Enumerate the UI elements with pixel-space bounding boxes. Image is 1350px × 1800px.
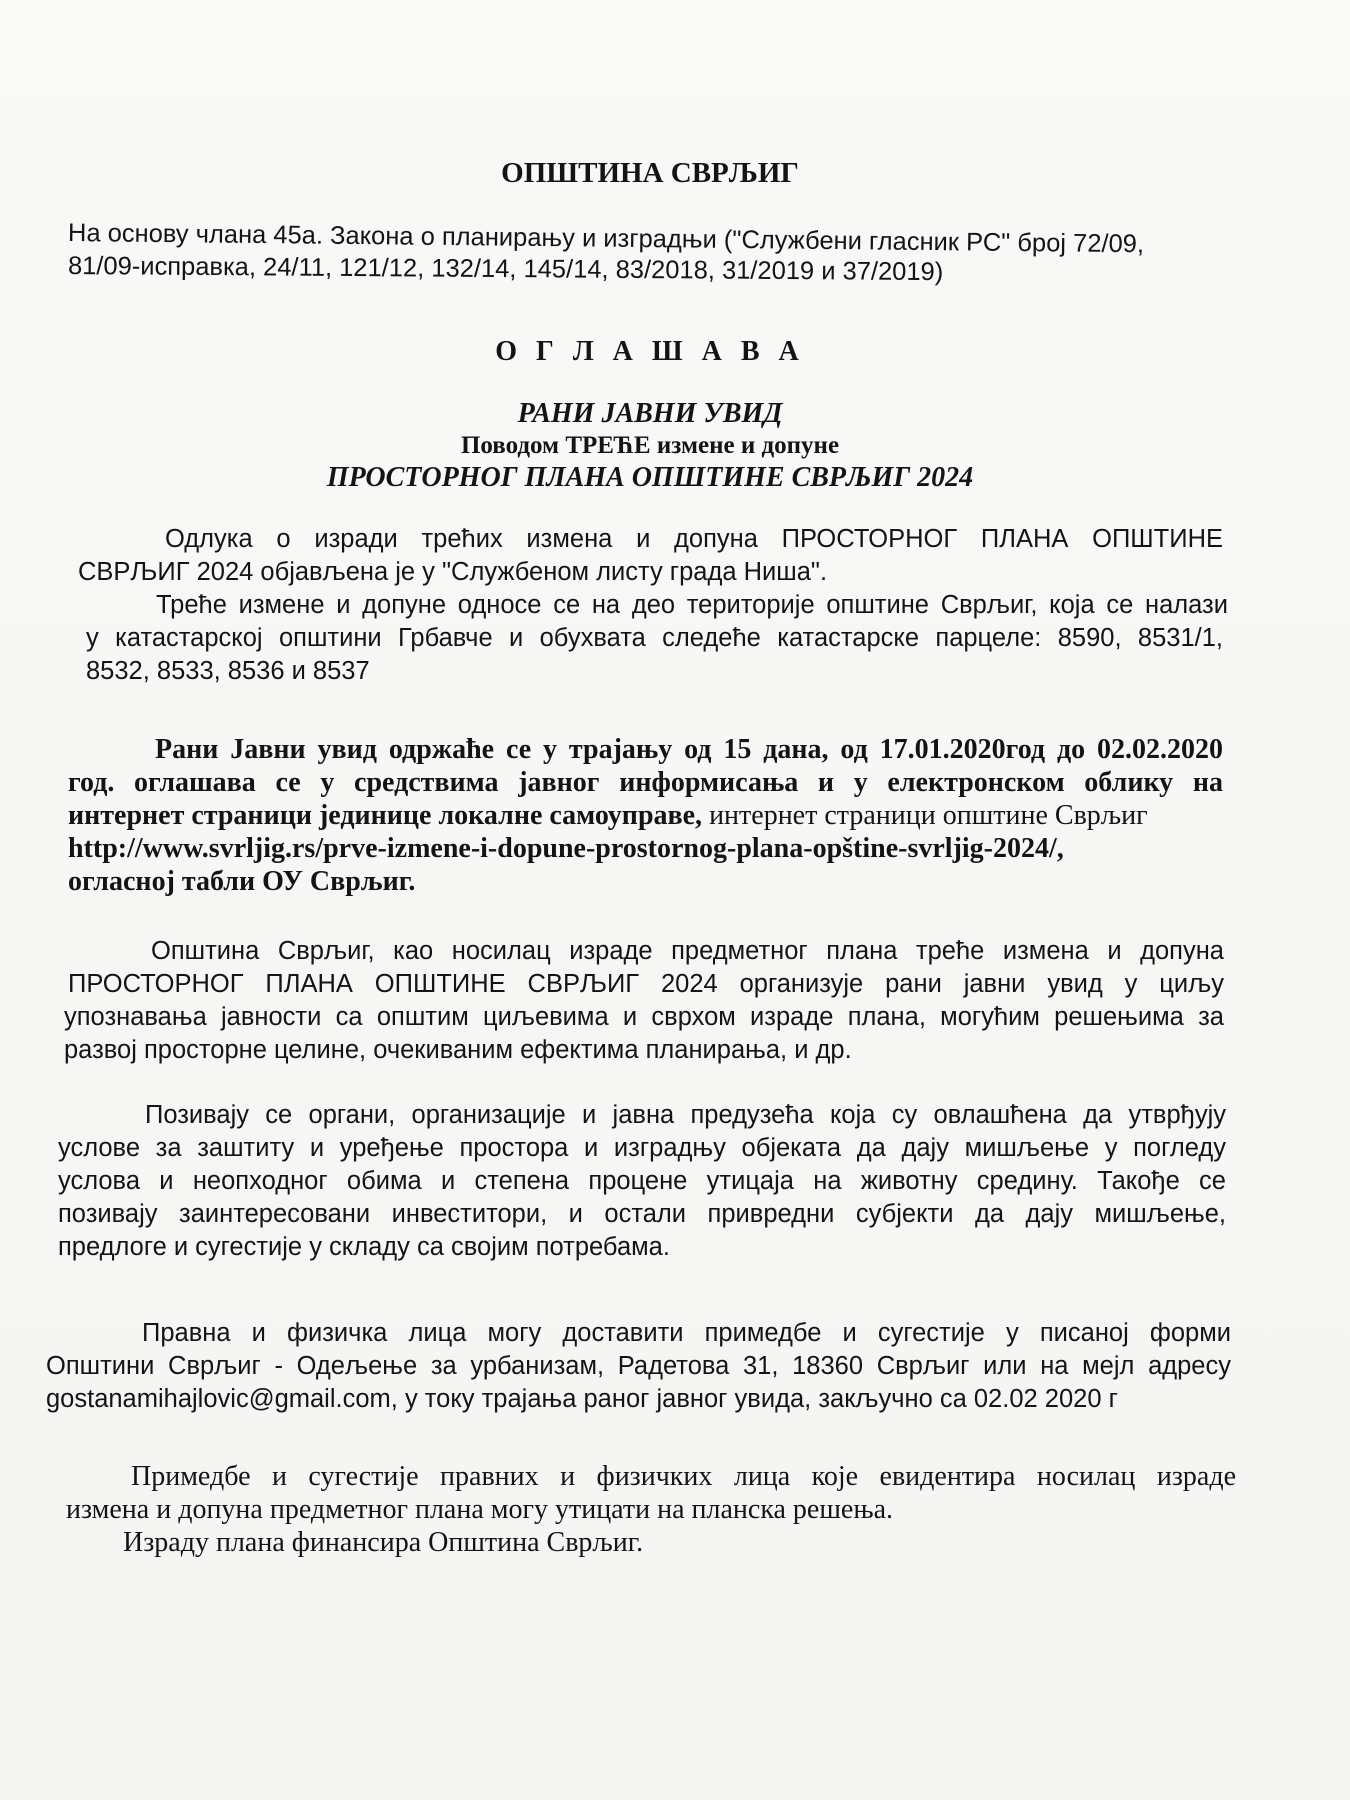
invitation-line: услове за заштиту и уређење простора и изградњу објеката да дају мишљење у погледу	[58, 1134, 1226, 1162]
invitation-line: предлоге и сугестије у складу са својим потребама.	[58, 1233, 670, 1261]
decision-line: у катастарској општини Грбавче и обухвата следеће катастарске парцеле: 8590, 8531/1,	[86, 624, 1223, 652]
closing-line: Израду плана финансира Општина Сврљиг.	[123, 1527, 644, 1558]
closing-paragraph	[66, 1460, 1236, 1559]
submission-line: gostanamihajlovic@gmail.com, у току трајања раног јавног увида, закључно са 02.02 2020 г	[46, 1385, 1118, 1413]
purpose-paragraph	[64, 935, 1224, 1067]
submission-line: Правна и физичка лица могу доставити примедбе и сугестије у писаној форми	[142, 1319, 1231, 1347]
invitation-line: позивају заинтересовани инвеститори, и остали привредни субјекти да дају мишљење,	[58, 1200, 1226, 1228]
invitation-line: Позивају се органи, организације и јавна предузећа која су овлашћена да утврђују	[145, 1101, 1226, 1129]
purpose-line: ПРОСТОРНОГ ПЛАНА ОПШТИНЕ СВРЉИГ 2024 организује рани јавни увид у циљу	[68, 970, 1224, 998]
submission-line: Општини Сврљиг - Одељење за урбанизам, Радетова 31, 18360 Сврљиг или на мејл адресу	[46, 1352, 1231, 1380]
submission-paragraph	[46, 1317, 1231, 1416]
legal-basis-line: 81/09-исправка, 24/11, 121/12, 132/14, 145/14, 83/2018, 31/2019 и 37/2019)	[67, 252, 944, 287]
inspection-line: год. оглашава се у средствима јавног информисања и у електронском облику на	[68, 767, 1223, 798]
closing-line: измена и допуна предметног плана могу утицати на планска решења.	[66, 1494, 894, 1525]
announces-heading: О Г Л А Ш А В А	[495, 336, 805, 367]
closing-line: Примедбе и сугестије правних и физичких лица које евидентира носилац израде	[131, 1461, 1236, 1492]
decision-line: Треће измене и допуне односе се на део територије општине Сврљиг, која се налази	[156, 591, 1228, 619]
title-line-2: Поводом ТРЕЋЕ измене и допуне	[460, 432, 840, 459]
inspection-board: огласној табли ОУ Сврљиг.	[68, 866, 416, 897]
inspection-line-bold: интернет страници јединице локалне самоуправе,	[68, 800, 703, 831]
title-block	[0, 398, 1300, 494]
legal-basis-line: На основу члана 45а. Закона о планирању и изградњи ("Службени гласник РС" број 72/09,	[67, 219, 1145, 259]
invitation-paragraph	[58, 1099, 1226, 1264]
decision-line: 8532, 8533, 8536 и 8537	[86, 657, 370, 685]
inspection-line-regular: интернет страници општине Сврљиг	[702, 800, 1148, 831]
legal-basis	[67, 217, 1238, 287]
inspection-line: Рани Јавни увид одржаће се у трајању од 15 дана, од 17.01.2020год до 02.02.2020	[155, 734, 1223, 765]
title-line-3: ПРОСТОРНОГ ПЛАНА ОПШТИНЕ СВРЉИГ 2024	[326, 462, 974, 493]
title-line-1: РАНИ ЈАВНИ УВИД	[517, 398, 783, 429]
invitation-line: услова и неопходног обима и степена процене утицаја на животну средину. Такође се	[58, 1167, 1226, 1195]
inspection-url: http://www.svrljig.rs/prve-izmene-i-dopune-prostornog-plana-opštine-svrljig-2024/,	[68, 833, 1064, 864]
purpose-line: упознавања јавности са општим циљевима и сврхом израде плана, могућим решењима за	[64, 1003, 1224, 1031]
decision-line: Одлука о изради трећих измена и допуна ПРОСТОРНОГ ПЛАНА ОПШТИНЕ	[165, 525, 1223, 553]
decision-line: СВРЉИГ 2024 објављена је у "Службеном листу града Ниша".	[78, 558, 828, 586]
purpose-line: развој просторне целине, очекиваним ефектима планирања, и др.	[64, 1036, 852, 1064]
decision-paragraph	[78, 523, 1228, 688]
purpose-line: Општина Сврљиг, као носилац израде предметног плана треће измена и допуна	[151, 937, 1224, 965]
municipality-heading: ОПШТИНА СВРЉИГ	[501, 157, 799, 189]
inspection-paragraph	[68, 733, 1223, 898]
